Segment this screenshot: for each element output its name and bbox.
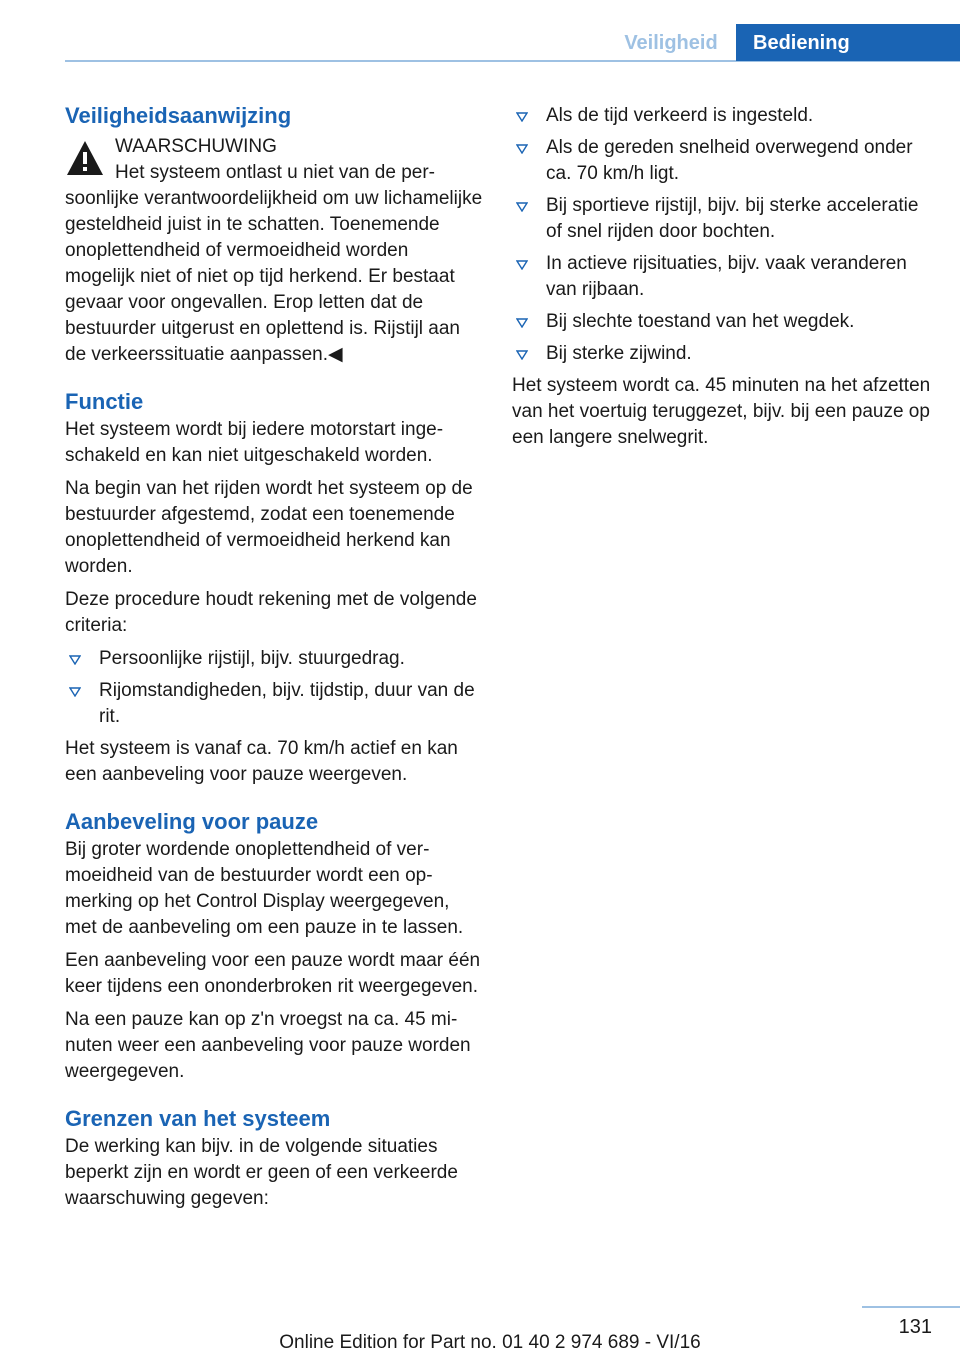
pause-paragraph: Na een pauze kan op z'n vroegst na ca. 45 minuten weer een aanbeveling voor pauze worden weergegeven. [65,1009,471,1082]
triangle-bullet-icon [516,350,528,360]
edition-footer: Online Edition for Part no. 01 40 2 974 689 - VI/16 [279,1332,701,1353]
limits-list [512,103,932,367]
reset-paragraph: Het systeem wordt ca. 45 minuten na het afzetten van het voertuig teruggezet, bijv. bij een pauze op een langere snelwegrit. [512,375,931,448]
triangle-bullet-icon [516,202,528,212]
criteria-list [65,646,483,730]
function-paragraph: Het systeem is vanaf ca. 70 km/h actief en kan een aanbeveling voor pauze weergeven. [65,738,458,785]
footer-rule [862,1306,960,1308]
triangle-bullet-icon [516,260,528,270]
list-item: Als de gereden snelheid overwegend onder ca. 70 km/h ligt. [512,135,932,187]
warning-body: Het systeem ontlast u niet van de persoonlijke verantwoordelijkheid om uw lichamelijke gesteldheid juist in te schatten. Toenemende onoplettendheid of vermoeidheid worden mogelijk niet of niet op tijd herkend. Er bestaat gevaar voor ongevallen. Erop letten dat de bestuurder uitgerust en oplettend is. Rijstijl aan de verkeerssituatie aanpassen.◀ [65,162,483,365]
list-item: Rijomstandigheden, bijv. tijdstip, duur van de rit. [65,678,483,730]
triangle-bullet-icon [516,318,528,328]
list-item: Persoonlijke rijstijl, bijv. stuurgedrag. [65,646,483,672]
triangle-bullet-icon [69,655,81,665]
triangle-bullet-icon [69,687,81,697]
list-item: Bij slechte toestand van het wegdek. [512,309,932,335]
list-item: Bij sportieve rijstijl, bijv. bij sterke acceleratie of snel rijden door bochten. [512,193,932,245]
left-column [65,101,483,1219]
warning-icon [65,138,105,178]
heading-safety: Veiligheidsaanwijzing [65,103,292,128]
list-item: In actieve rijsituaties, bijv. vaak veranderen van rijbaan. [512,251,932,303]
limits-paragraph: De werking kan bijv. in de volgende situaties beperkt zijn en wordt er geen of een verkeerde waarschuwing gegeven: [65,1136,458,1209]
tab-bediening[interactable]: Bediening [736,24,960,61]
heading-limits: Grenzen van het systeem [65,1106,331,1131]
triangle-bullet-icon [516,112,528,122]
heading-pause: Aanbeveling voor pauze [65,809,319,834]
warning-block [65,134,483,368]
list-item: Als de tijd verkeerd is ingesteld. [512,103,932,129]
heading-function: Functie [65,389,144,414]
warning-title: WAARSCHUWING [115,136,277,157]
function-paragraph: Na begin van het rijden wordt het systeem op de bestuurder afgestemd, zodat een toenemende onoplettendheid of vermoeidheid herkend kan worden. [65,478,473,577]
right-column [512,101,932,458]
pause-paragraph: Een aanbeveling voor een pauze wordt maar één keer tijdens een ononderbroken rit weergegeven. [65,950,481,997]
page-number: 131 [898,1316,932,1338]
list-item: Bij sterke zijwind. [512,341,932,367]
triangle-bullet-icon [516,144,528,154]
pause-paragraph: Bij groter wordende onoplettendheid of vermoeidheid van de bestuurder wordt een opmerking op het Control Display weergegeven, met de aanbeveling om een pauze in te lassen. [65,839,464,938]
tab-veiligheid[interactable]: Veiligheid [624,32,718,54]
function-paragraph: Het systeem wordt bij iedere motorstart ingeschakeld en kan niet uitgeschakeld worden. [65,419,444,466]
function-paragraph: Deze procedure houdt rekening met de volgende criteria: [65,589,477,636]
